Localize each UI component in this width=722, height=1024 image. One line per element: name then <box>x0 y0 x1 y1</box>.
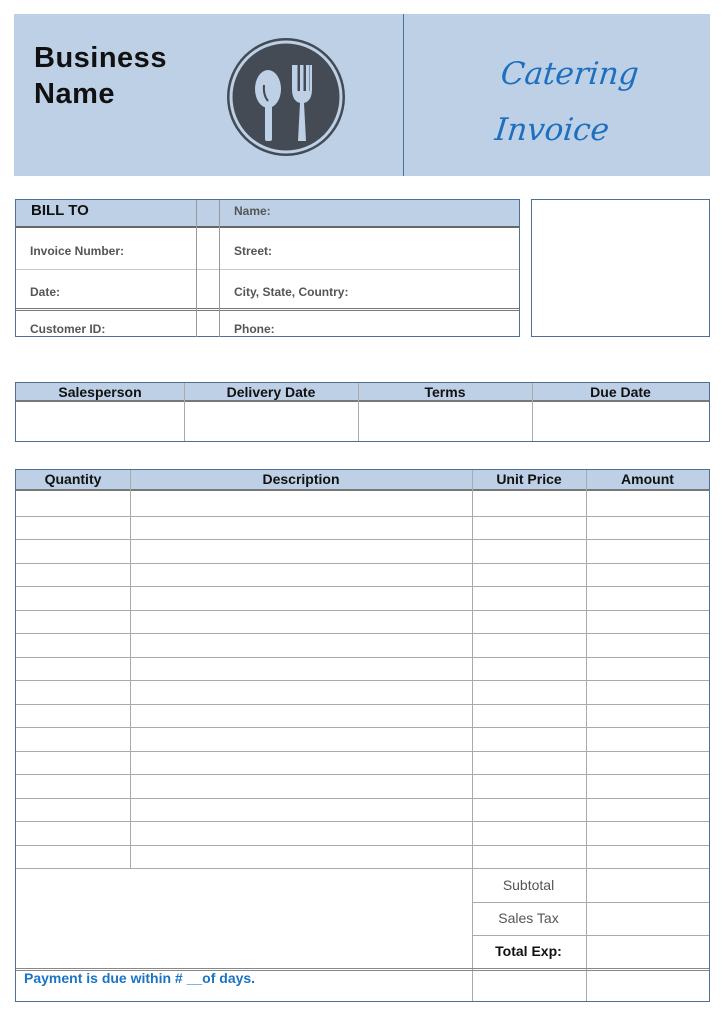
unit-price-cell[interactable] <box>473 728 586 751</box>
description-cell[interactable] <box>131 587 472 610</box>
sales-tax-value[interactable] <box>587 903 709 935</box>
amount-header: Amount <box>621 471 674 487</box>
sales-tax-label: Sales Tax <box>498 910 559 926</box>
name-field[interactable]: Name: <box>234 204 271 218</box>
unit-price-cell[interactable] <box>473 799 586 822</box>
description-cell[interactable] <box>131 728 472 751</box>
amount-cell[interactable] <box>587 634 709 657</box>
due-date-header: Due Date <box>590 384 651 400</box>
amount-cell[interactable] <box>587 564 709 587</box>
quantity-cell[interactable] <box>16 587 130 610</box>
column-divider <box>219 200 220 337</box>
amount-cell[interactable] <box>587 587 709 610</box>
unit-price-cell[interactable] <box>473 564 586 587</box>
description-cell[interactable] <box>131 799 472 822</box>
description-cell[interactable] <box>131 752 472 775</box>
amount-cell[interactable] <box>587 822 709 845</box>
unit-price-cell[interactable] <box>473 752 586 775</box>
business-name-line2: Name <box>34 78 115 110</box>
description-cell[interactable] <box>131 822 472 845</box>
terms-cell[interactable] <box>359 404 532 441</box>
quantity-cell[interactable] <box>16 658 130 681</box>
column-divider <box>472 470 473 1001</box>
description-cell[interactable] <box>131 564 472 587</box>
column-divider <box>586 470 587 1001</box>
spoon-fork-icon <box>226 37 346 157</box>
salesperson-cell[interactable] <box>16 404 184 441</box>
column-divider <box>130 470 131 869</box>
quantity-cell[interactable] <box>16 752 130 775</box>
description-cell[interactable] <box>131 540 472 563</box>
unit-price-cell[interactable] <box>473 658 586 681</box>
quantity-cell[interactable] <box>16 799 130 822</box>
amount-cell[interactable] <box>587 611 709 634</box>
description-cell[interactable] <box>131 658 472 681</box>
description-cell[interactable] <box>131 517 472 540</box>
order-info-table <box>15 382 710 442</box>
line-items-table <box>15 469 710 1002</box>
invoice-number-field[interactable]: Invoice Number: <box>30 244 125 258</box>
due-date-cell[interactable] <box>533 404 709 441</box>
quantity-cell[interactable] <box>16 775 130 798</box>
row-divider <box>16 868 709 869</box>
row-divider <box>472 902 709 903</box>
city-state-country-field[interactable]: City, State, Country: <box>234 285 349 299</box>
description-cell[interactable] <box>131 681 472 704</box>
amount-cell[interactable] <box>587 705 709 728</box>
quantity-cell[interactable] <box>16 846 130 869</box>
quantity-header: Quantity <box>44 471 102 487</box>
unit-price-header: Unit Price <box>496 471 562 487</box>
quantity-cell[interactable] <box>16 564 130 587</box>
amount-cell[interactable] <box>587 658 709 681</box>
description-cell[interactable] <box>131 634 472 657</box>
quantity-cell[interactable] <box>16 705 130 728</box>
amount-cell[interactable] <box>587 846 709 869</box>
total-label: Total Exp: <box>495 943 562 959</box>
quantity-cell[interactable] <box>16 822 130 845</box>
amount-cell[interactable] <box>587 681 709 704</box>
description-cell[interactable] <box>131 846 472 869</box>
amount-cell[interactable] <box>587 775 709 798</box>
description-cell[interactable] <box>131 775 472 798</box>
unit-price-cell[interactable] <box>473 846 586 869</box>
column-divider <box>196 200 197 337</box>
invoice-title <box>492 46 641 158</box>
salesperson-header: Salesperson <box>58 384 142 400</box>
phone-field[interactable]: Phone: <box>234 322 275 336</box>
unit-price-cell[interactable] <box>473 587 586 610</box>
business-name-line1: Business <box>34 42 167 74</box>
bill-to-table <box>15 199 520 337</box>
quantity-cell[interactable] <box>16 728 130 751</box>
description-header: Description <box>262 471 340 487</box>
amount-cell[interactable] <box>587 517 709 540</box>
amount-cell[interactable] <box>587 752 709 775</box>
payment-terms-note: Payment is due within # __of days. <box>24 970 256 986</box>
unit-price-cell[interactable] <box>473 493 586 516</box>
row-divider <box>472 935 709 936</box>
quantity-cell[interactable] <box>16 611 130 634</box>
unit-price-cell[interactable] <box>473 611 586 634</box>
subtotal-value[interactable] <box>587 870 709 902</box>
unit-price-cell[interactable] <box>473 681 586 704</box>
unit-price-cell[interactable] <box>473 634 586 657</box>
row-divider <box>16 968 709 971</box>
invoice-title-line1: Catering <box>499 56 641 92</box>
delivery-date-header: Delivery Date <box>226 384 316 400</box>
subtotal-label: Subtotal <box>502 877 555 893</box>
terms-header: Terms <box>424 384 466 400</box>
date-field[interactable]: Date: <box>30 285 61 299</box>
delivery-date-cell[interactable] <box>185 404 358 441</box>
quantity-cell[interactable] <box>16 634 130 657</box>
quantity-cell[interactable] <box>16 540 130 563</box>
unit-price-cell[interactable] <box>473 517 586 540</box>
description-cell[interactable] <box>131 611 472 634</box>
quantity-cell[interactable] <box>16 681 130 704</box>
amount-cell[interactable] <box>587 728 709 751</box>
unit-price-cell[interactable] <box>473 775 586 798</box>
bill-to-heading: BILL TO <box>31 202 89 219</box>
quantity-cell[interactable] <box>16 493 130 516</box>
customer-id-field[interactable]: Customer ID: <box>30 322 106 336</box>
logo-placeholder-box[interactable] <box>531 199 710 337</box>
total-value[interactable] <box>587 936 709 968</box>
street-field[interactable]: Street: <box>234 244 273 258</box>
quantity-cell[interactable] <box>16 517 130 540</box>
unit-price-cell[interactable] <box>473 822 586 845</box>
invoice-title-line2: Invoice <box>493 112 611 148</box>
amount-cell[interactable] <box>587 799 709 822</box>
amount-cell[interactable] <box>587 493 709 516</box>
unit-price-cell[interactable] <box>473 540 586 563</box>
business-name <box>34 40 167 112</box>
header-divider <box>403 14 404 176</box>
unit-price-cell[interactable] <box>473 705 586 728</box>
description-cell[interactable] <box>131 705 472 728</box>
amount-cell[interactable] <box>587 540 709 563</box>
description-cell[interactable] <box>131 493 472 516</box>
